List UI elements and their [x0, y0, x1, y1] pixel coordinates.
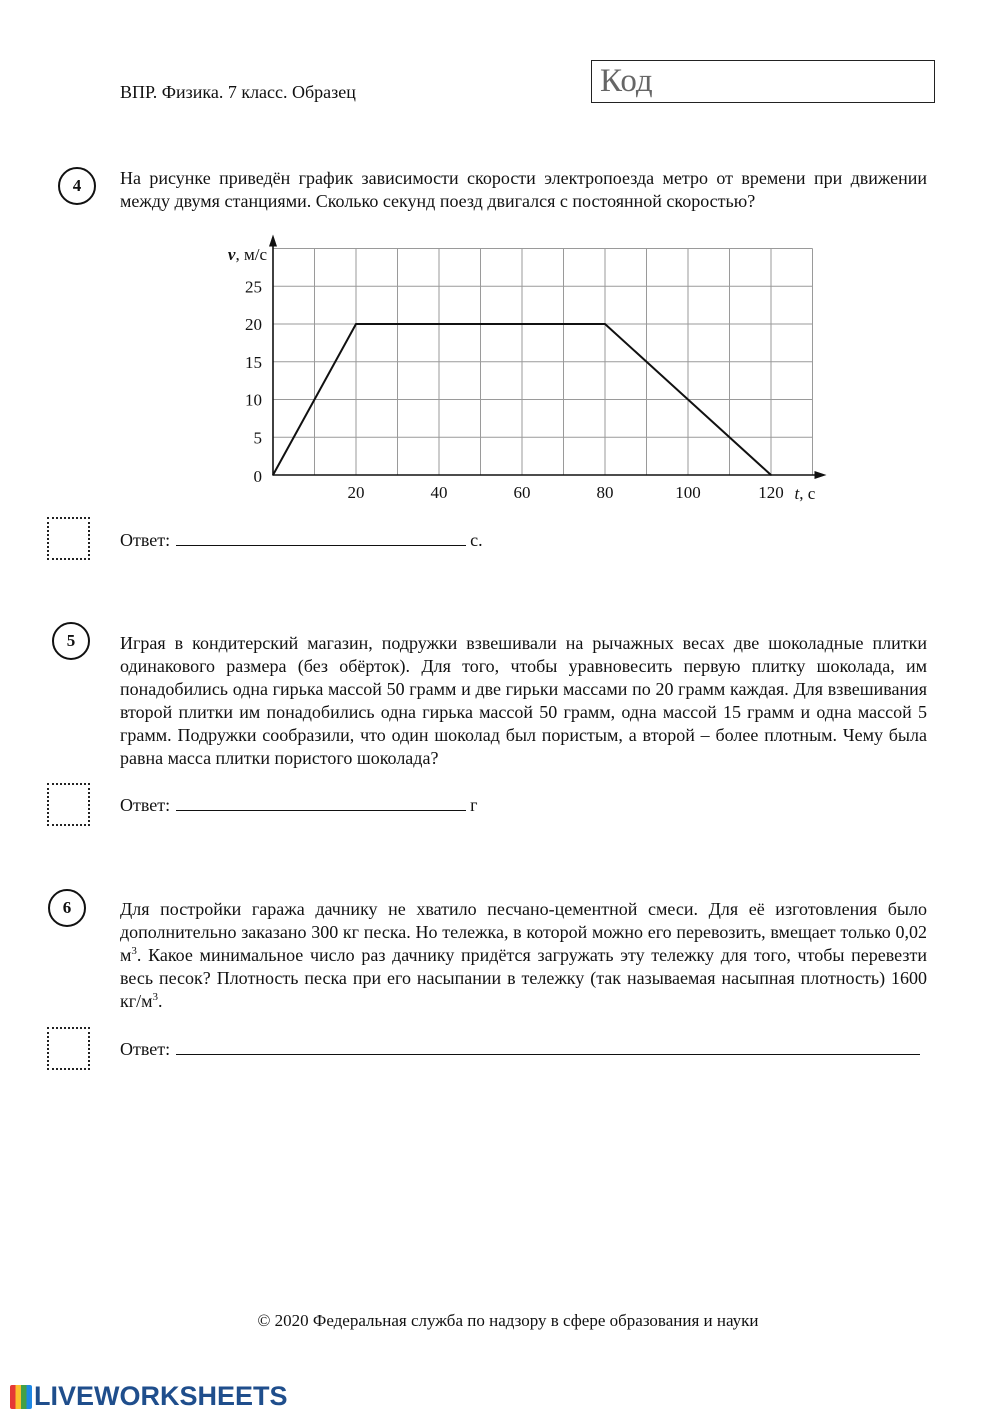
question-6-text-part3: .	[158, 991, 163, 1011]
x-axis-label-unit: , с	[799, 484, 816, 503]
answer-6-check-box	[47, 1027, 90, 1070]
answer-5-row	[120, 794, 478, 816]
answer-4-input[interactable]	[176, 529, 466, 546]
y-axis-label-unit: , м/с	[235, 245, 267, 264]
answer-4-unit: с.	[470, 530, 483, 550]
series-point	[272, 474, 274, 476]
x-axis-label	[795, 484, 816, 503]
answer-6-label: Ответ:	[120, 1039, 171, 1059]
chart-grid	[273, 249, 813, 476]
answer-5-unit: г	[470, 795, 478, 815]
series-point	[604, 323, 606, 325]
origin-label: 0	[253, 467, 262, 486]
question-number-6: 6	[48, 889, 86, 927]
code-label: Код	[600, 63, 653, 99]
velocity-time-chart	[0, 230, 1000, 510]
question-6-sup1: 3	[131, 945, 137, 957]
y-tick-label: 20	[245, 315, 262, 334]
question-6-text-part2: . Какое минимальное число раз дачнику придётся загружать эту тележку для того, чтобы перевезти весь песок? Плотность песка при его насыпании в тележку (так называемая насыпная плотность) 1600 кг/м	[120, 945, 927, 1011]
answer-5-input[interactable]	[176, 794, 466, 811]
x-tick-label: 100	[675, 483, 701, 502]
question-4-text: На рисунке приведён график зависимости скорости электропоезда метро от времени при движении между двумя станциями. Сколько секунд поезд двигался с постоянной скоростью?	[120, 168, 927, 211]
question-number-4: 4	[58, 167, 96, 205]
x-tick-label: 40	[430, 483, 448, 502]
answer-5-label: Ответ:	[120, 795, 171, 815]
x-tick-label: 120	[758, 483, 784, 502]
series-point	[355, 323, 357, 325]
x-tick-label: 20	[347, 483, 365, 502]
y-axis-label	[228, 245, 268, 264]
y-tick-label: 15	[245, 352, 262, 372]
answer-4-row	[120, 529, 483, 551]
question-number-5: 5	[52, 622, 90, 660]
answer-6-row	[120, 1038, 924, 1060]
y-tick-label: 25	[245, 277, 262, 297]
code-field[interactable]	[591, 60, 935, 103]
liveworksheets-logo-text: LIVEWORKSHEETS	[34, 1381, 288, 1411]
question-6-text	[120, 898, 927, 1013]
y-tick-label: 5	[253, 428, 262, 448]
liveworksheets-logo-icon	[10, 1385, 32, 1409]
question-6-text-part1: Для постройки гаража дачнику не хватило песчано-цементной смеси. Для её изготовления было дополнительно заказано 300 кг песка. Но тележка, в которой можно его перевозить, вмещает только 0,02 м	[120, 899, 927, 965]
liveworksheets-logo[interactable]	[10, 1381, 288, 1412]
x-axis-arrow	[815, 471, 827, 479]
y-tick-label: 10	[245, 390, 262, 410]
copyright-footer: © 2020 Федеральная служба по надзору в сфере образования и науки	[257, 1311, 759, 1330]
answer-5-check-box	[47, 783, 90, 826]
series-point	[770, 474, 772, 476]
question-6-sup2: 3	[152, 991, 159, 1003]
x-tick-label: 60	[513, 483, 531, 502]
y-axis-label-variable: v	[227, 245, 236, 264]
answer-6-input[interactable]	[176, 1038, 920, 1055]
question-5-text: Играя в кондитерский магазин, подружки взвешивали на рычажных весах две шоколадные плитки одинакового размера (без обёрток). Для того, чтобы уравновесить первую плитку шоколада, им понадобились одна гирька массой 50 грамм и две гирьки массами по 20 грамм каждая. Для взвешивания второй плитки им понадобились одна гирька массой 50 грамм, одна массой 15 грамм и одна массой 5 грамм. Подружки сообразили, что один шоколад был пористым, а второй – более плотным. Чему была равна масса плитки пористого шоколада?	[120, 633, 927, 768]
chart-axes	[269, 235, 827, 480]
x-tick-label: 80	[596, 483, 614, 502]
answer-4-check-box	[47, 517, 90, 560]
answer-4-label: Ответ:	[120, 530, 171, 550]
y-axis-arrow	[269, 235, 277, 247]
x-axis-label-variable: t	[794, 484, 800, 503]
page-header-title: ВПР. Физика. 7 класс. Образец	[120, 82, 356, 102]
